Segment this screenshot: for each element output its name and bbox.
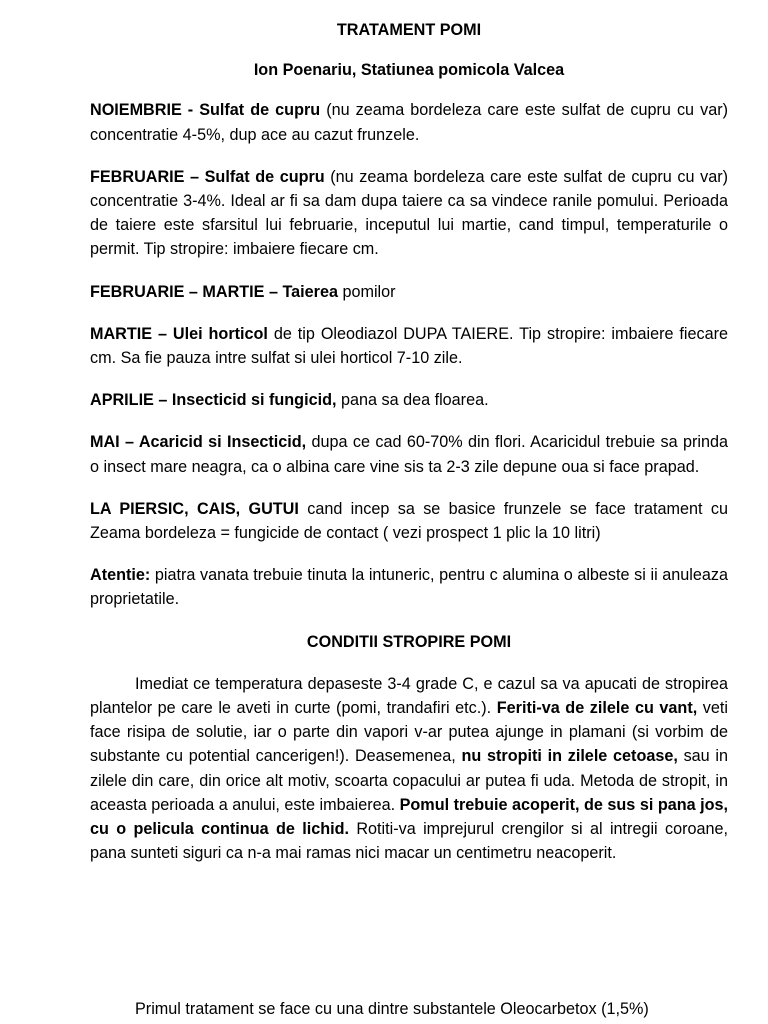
spraying-conditions-paragraph <box>90 672 728 866</box>
treatment-item-februarie-martie <box>90 280 728 304</box>
treatment-item-februarie <box>90 165 728 262</box>
document-subtitle: Ion Poenariu, Statiunea pomicola Valcea <box>253 61 565 80</box>
treatment-item-martie <box>90 322 728 370</box>
item-text: (nu zeama bordeleza care este sulfat de cupru cu var) concentratie 3-4%. Ideal ar fi sa dam dupa taiere ca sa vindece ranile pomului. Perioada de taiere este sfarsitul lui februarie, inceputul lui martie, cand timpul, temperaturile o permit. Tip stropire: imbaiere fiecare cm. <box>90 167 728 259</box>
paragraph-text: sau in zilele din care, din orice alt motiv, scoarta copacului ar putea fi uda. Metoda de stropit, in aceasta perioada a anului, este imbaierea. <box>90 747 729 814</box>
item-heading: Atentie: <box>90 566 151 585</box>
paragraph-text: Rotiti-va imprejurul crengilor si al intregii coroane, pana sunteti siguri ca n-a mai ramas nici macar un centimetru neacoperit. <box>90 820 728 863</box>
paragraph-bold: Pomul trebuie acoperit, de sus si pana jos, cu o pelicula continua de lichid. <box>90 795 728 839</box>
item-heading: MARTIE – Ulei horticol <box>90 324 268 343</box>
treatment-item-aprilie <box>90 388 728 412</box>
treatment-item-mai <box>90 430 728 478</box>
treatment-item-atentie <box>90 563 728 611</box>
item-heading: MAI – Acaricid si Insecticid, <box>90 433 307 452</box>
section-title: CONDITII STROPIRE POMI <box>306 632 512 651</box>
item-heading: FEBRUARIE – Sulfat de cupru <box>90 167 325 186</box>
item-text: pomilor <box>337 282 396 301</box>
treatment-item-noiembrie <box>90 98 728 146</box>
item-text: dupa ce cad 60-70% din flori. Acaricidul trebuie sa prinda o insect mare neagra, ca o albina care vine sis ta 2-3 zile depune oua si face prapad. <box>90 433 728 476</box>
item-text: piatra vanata trebuie tinuta la intuneric, pentru c alumina o albeste si ii anuleaza proprietatile. <box>90 566 728 609</box>
item-heading: NOIEMBRIE - Sulfat de cupru <box>90 101 321 120</box>
item-heading: LA PIERSIC, CAIS, GUTUI <box>90 499 299 518</box>
treatment-item-piersic <box>90 497 728 545</box>
item-text: (nu zeama bordeleza care este sulfat de cupru cu var) concentratie 4-5%, dup ace au cazut frunzele. <box>90 101 728 144</box>
item-text: de tip Oleodiazol DUPA TAIERE. Tip stropire: imbaiere fiecare cm. Sa fie pauza intre sulfat si ulei horticol 7-10 zile. <box>90 324 728 368</box>
paragraph-bold: nu stropiti in zilele cetoase, <box>461 747 678 766</box>
paragraph-text: veti face risipa de solutie, iar o parte din vapori v-ar putea ajunge in plamani (si vorbim de substante cu potential cancerigen!). Deasemenea, <box>90 699 728 766</box>
item-heading: APRILIE – Insecticid si fungicid, <box>90 391 337 410</box>
item-text: cand incep sa se basice frunzele se face tratament cu Zeama bordeleza = fungicide de contact ( vezi prospect 1 plic la 10 litri) <box>90 499 729 543</box>
paragraph-text: Imediat ce temperatura depaseste 3-4 grade C, e cazul sa va apucati de stropirea plantelor pe care le aveti in curte (pomi, trandafiri etc.). <box>90 674 728 718</box>
document-page <box>90 18 728 865</box>
paragraph-bold: Feriti-va de zilele cu vant, <box>496 699 698 718</box>
item-text: pana sa dea floarea. <box>336 391 489 410</box>
document-title: TRATAMENT POMI <box>336 21 482 39</box>
next-paragraph-partial: Primul tratament se face cu una dintre substantele Oleocarbetox (1,5%) <box>135 1000 649 1018</box>
item-heading: FEBRUARIE – MARTIE – Taierea <box>90 282 338 301</box>
